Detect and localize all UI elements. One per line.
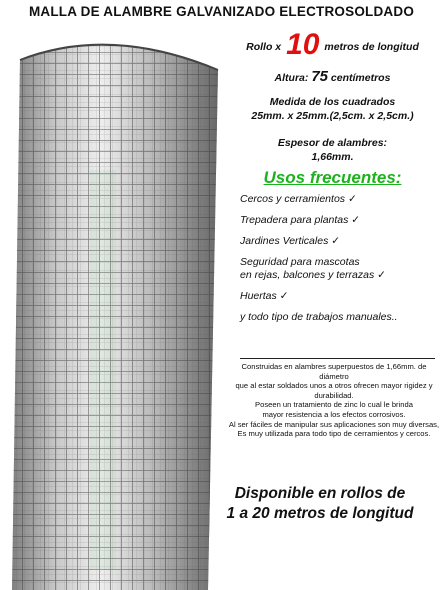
roll-suffix: metros de longitud [324, 41, 419, 53]
wire-thickness-block [222, 136, 443, 164]
roll-number: 10 [286, 28, 320, 61]
uses-title: Usos frecuentes: [263, 168, 402, 187]
square-size-value: 25mm. x 25mm.(2,5cm. x 2,5cm.) [251, 110, 414, 122]
page-title: MALLA DE ALAMBRE GALVANIZADO ELECTROSOLDADO [28, 4, 415, 19]
list-item: y todo tipo de trabajos manuales.. [240, 311, 398, 323]
availability-note [200, 484, 440, 524]
description-line: mayor resistencia a los efectos corrosivos. [262, 409, 406, 419]
wire-thickness-label: Espesor de alambres: [277, 137, 388, 149]
square-size-label: Medida de los cuadrados [269, 96, 396, 108]
height-line [222, 68, 443, 85]
availability-line-2: 1 a 20 metros de longitud [226, 505, 414, 522]
roll-prefix: Rollo x [246, 41, 282, 53]
description-line: Es muy utilizada para todo tipo de cerramientos y cercos. [237, 429, 431, 439]
divider [240, 358, 435, 359]
height-value: 75 [311, 68, 328, 85]
description-line: Construidas en alambres superpuestos de 1,66mm. de diámetro [241, 362, 427, 381]
list-item: en rejas, balcones y terrazas ✓ [240, 269, 386, 281]
list-item: Huertas ✓ [240, 290, 289, 302]
list-item: Cercos y cerramientos ✓ [240, 193, 357, 205]
square-size-block [222, 95, 443, 123]
description-line: que al estar soldados unos a otros ofrecen mayor rigidez y durabilidad. [235, 381, 433, 400]
wire-thickness-value: 1,66mm. [311, 151, 354, 163]
list-item: Trepadera para plantas ✓ [240, 214, 361, 226]
watermark-band [90, 170, 116, 570]
list-item: Seguridad para mascotas [240, 256, 360, 268]
uses-list [240, 193, 440, 332]
wire-mesh-roll-image [0, 30, 225, 590]
description-line: Poseen un tratamiento de zinc lo cual le brinda [255, 400, 413, 410]
height-unit: centímetros [330, 72, 391, 84]
height-label: Altura: [274, 72, 309, 84]
product-description [226, 362, 442, 439]
availability-line-1: Disponible en rollos de [234, 485, 406, 502]
description-line: Al ser fáciles de manipular sus aplicaciones son muy diversas, [228, 419, 440, 429]
list-item: Jardines Verticales ✓ [240, 235, 341, 247]
roll-length-line [222, 28, 443, 62]
